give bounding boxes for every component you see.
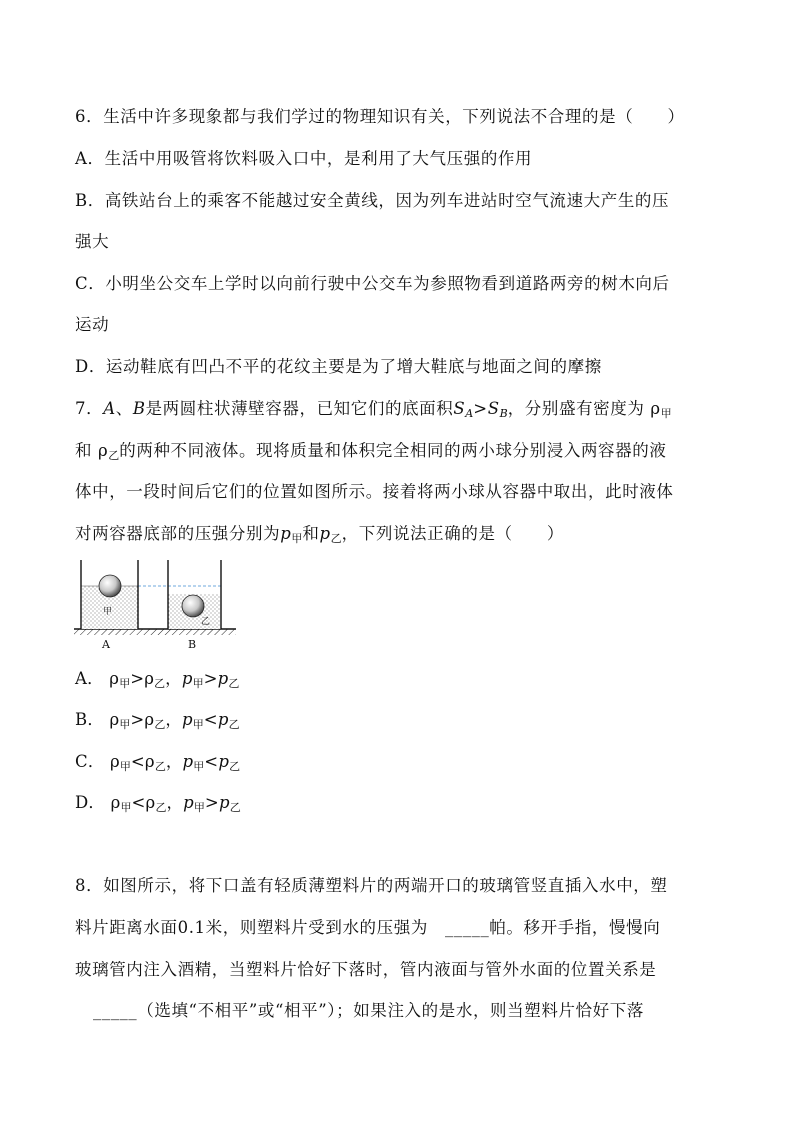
q6-option-a: A．生活中用吸管将饮料吸入口中，是利用了大气压强的作用 <box>75 149 533 168</box>
p-jia: p <box>182 710 193 729</box>
q7-p-jia: p <box>280 524 292 543</box>
rho-yi: ρ <box>145 793 156 812</box>
rho-yi-sub: 乙 <box>154 677 166 690</box>
q6-option-b-line1: B．高铁站台上的乘客不能越过安全黄线，因为列车进站时空气流速大产生的压 <box>75 191 670 210</box>
rho-jia: ρ <box>109 669 120 688</box>
p-yi-sub: 乙 <box>229 760 241 773</box>
rho-yi-sub: 乙 <box>154 760 166 773</box>
compare-p: < <box>204 752 219 771</box>
comma: ， <box>165 669 182 688</box>
q6-option-d: D．运动鞋底有凹凸不平的花纹主要是为了增大鞋底与地面之间的摩擦 <box>75 357 602 376</box>
rho-yi: ρ <box>144 752 155 771</box>
q7-and: 和 <box>302 524 320 543</box>
q7-p-yi: p <box>319 524 331 543</box>
p-jia-sub: 甲 <box>193 801 205 814</box>
p-jia-sub: 甲 <box>192 718 204 731</box>
rho-jia: ρ <box>109 752 120 771</box>
p-yi-sub: 乙 <box>228 718 240 731</box>
comma: ， <box>165 710 183 729</box>
q7-option-c <box>75 751 240 778</box>
q7-stem-text4: 对两容器底部的压强分别为 <box>75 524 281 543</box>
q7-stem-line4 <box>75 523 564 550</box>
compare-rho: > <box>130 710 145 729</box>
p-jia-sub: 甲 <box>193 760 205 773</box>
p-jia-sub: 甲 <box>192 677 204 690</box>
q6-option-c-line2: 运动 <box>75 315 110 334</box>
q6-stem: 6．生活中许多现象都与我们学过的物理知识有关，下列说法不合理的是（ ） <box>75 107 685 126</box>
comma: ， <box>166 793 184 812</box>
rho-yi-sub: 乙 <box>155 801 167 814</box>
q6-option-b-line2: 强大 <box>75 232 110 251</box>
q6-option-c-line1: C．小明坐公交车上学时以向前行驶中公交车为参照物看到道路两旁的树木向后 <box>75 274 670 293</box>
q8-stem-line2: 料片距离水面0.1米，则塑料片受到水的压强为 _____帕。移开手指，慢慢向 <box>75 918 661 937</box>
q7-container-b-name: B <box>132 399 146 418</box>
q7-separator: 、 <box>115 399 133 418</box>
option-letter: C． <box>75 752 105 771</box>
rho-jia-sub: 甲 <box>119 760 131 773</box>
rho-yi-sub: 乙 <box>154 718 166 731</box>
p-jia: p <box>182 752 194 771</box>
rho-yi: ρ <box>144 710 155 729</box>
p-yi: p <box>218 752 230 771</box>
q7-area-sb: S <box>487 399 500 418</box>
p-yi-sub: 乙 <box>229 801 241 814</box>
q7-stem-text3: 的两种不同液体。现将质量和体积完全相同的两小球分别浸入两容器的液 <box>119 441 667 460</box>
compare-p: > <box>203 669 218 688</box>
q7-number: 7． <box>75 399 104 418</box>
q7-rho-yi-sub: 乙 <box>108 449 120 462</box>
rho-jia-sub: 甲 <box>120 801 132 814</box>
p-jia: p <box>183 793 194 812</box>
q7-option-d <box>75 792 241 819</box>
compare-p: < <box>203 710 218 729</box>
q7-option-b <box>75 709 240 736</box>
option-letter: A． <box>75 669 104 688</box>
q7-stem-line3: 体中，一段时间后它们的位置如图所示。接着将两小球从容器中取出，此时液体 <box>75 482 674 501</box>
rho-yi: ρ <box>144 669 155 688</box>
liquid-jia-label: 甲 <box>103 607 113 617</box>
q7-area-sb-sub: B <box>499 407 508 420</box>
q7-stem-line2 <box>75 440 666 467</box>
q8-stem-line1: 8．如图所示，将下口盖有轻质薄塑料片的两端开口的玻璃管竖直插入水中，塑 <box>75 876 668 895</box>
compare-rho: < <box>130 752 145 771</box>
container-a-label: A <box>102 638 110 651</box>
q7-area-sa: S <box>453 399 466 418</box>
compare-rho: < <box>131 793 146 812</box>
compare-p: > <box>204 793 219 812</box>
q7-stem-line1 <box>75 398 672 425</box>
ball-in-b <box>182 595 204 617</box>
q8-stem-line4: _____（选填“不相平”或“相平”）；如果注入的是水，则当塑料片恰好下落 <box>93 1001 644 1020</box>
p-yi: p <box>218 793 230 812</box>
q7-stem-text1: 是两圆柱状薄壁容器，已知它们的底面积 <box>145 399 454 418</box>
q7-rho-yi: 和 ρ <box>75 441 109 460</box>
ball-in-a <box>99 575 121 597</box>
p-jia: p <box>181 669 193 688</box>
container-b-label: B <box>188 638 197 651</box>
q7-stem-text2: ，分别盛有密度为 ρ <box>507 399 661 418</box>
q7-area-gt: > <box>473 399 488 418</box>
q7-stem-text5: ，下列说法正确的是（ ） <box>341 524 564 543</box>
p-yi: p <box>217 669 229 688</box>
rho-jia-sub: 甲 <box>119 718 131 731</box>
option-letter: B． <box>75 710 105 729</box>
q8-stem-line3: 玻璃管内注入酒精，当塑料片恰好下落时，管内液面与管外水面的位置关系是 <box>75 960 657 979</box>
q7-container-a-name: A <box>103 399 116 418</box>
comma: ， <box>165 752 183 771</box>
q7-area-sa-sub: A <box>465 407 474 420</box>
q7-containers-figure <box>74 556 244 656</box>
ground-hatch <box>74 629 236 635</box>
q7-rho-jia-sub: 甲 <box>660 407 672 420</box>
liquid-yi-label: 乙 <box>201 617 211 627</box>
rho-jia: ρ <box>109 710 120 729</box>
q7-p-yi-sub: 乙 <box>330 532 342 545</box>
rho-jia: ρ <box>110 793 121 812</box>
rho-jia-sub: 甲 <box>119 677 131 690</box>
p-yi: p <box>217 710 229 729</box>
q7-option-a <box>75 668 239 695</box>
q7-p-jia-sub: 甲 <box>291 532 303 545</box>
option-letter: D． <box>75 793 106 812</box>
compare-rho: > <box>130 669 145 688</box>
p-yi-sub: 乙 <box>228 677 240 690</box>
